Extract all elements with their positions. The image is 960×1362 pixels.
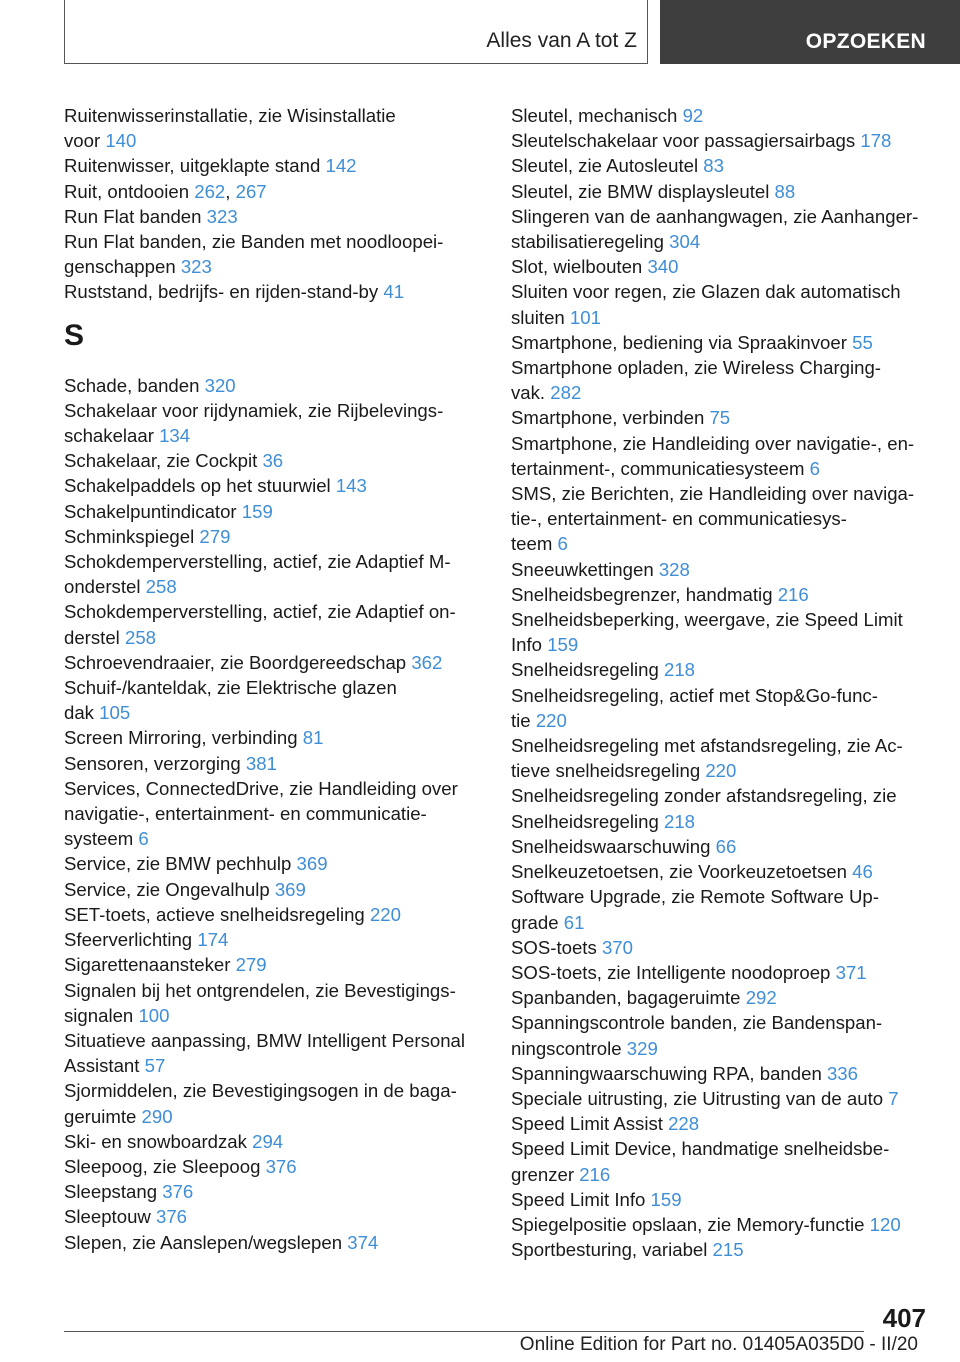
index-entry-line	[511, 683, 936, 708]
index-entry-text: Snelheidsregeling zonder afstandsregeling, zie	[511, 785, 897, 807]
page-reference-link[interactable]: 329	[626, 1037, 658, 1059]
index-entry-line	[511, 1212, 936, 1237]
index-entry-text: Sportbesturing, variabel	[511, 1239, 713, 1261]
index-entry-text: Schakelpaddels op het stuurwiel	[64, 475, 336, 497]
opzoeken-tab-label: OPZOEKEN	[805, 30, 926, 53]
index-entry-text: teem	[511, 533, 558, 555]
index-entry-line	[511, 582, 936, 607]
index-entry-text: navigatie-, entertainment- en communicatie-	[64, 803, 427, 825]
index-entry-line	[511, 708, 936, 733]
index-entry-text: Slepen, zie Aanslepen/wegslepen	[64, 1231, 348, 1253]
index-entry-text: Sjormiddelen, zie Bevestigingsogen in de baga-	[64, 1080, 457, 1102]
page-reference-link[interactable]: 105	[99, 702, 131, 724]
page-reference-link[interactable]: 220	[535, 709, 567, 731]
index-entry-text: Assistant	[64, 1055, 145, 1077]
index-entry-line	[64, 952, 484, 977]
page-reference-link[interactable]: 88	[774, 180, 796, 202]
index-entry-line	[64, 599, 484, 624]
page-reference-link[interactable]: 61	[563, 911, 585, 933]
index-entry-text: Run Flat banden, zie Banden met noodloopei-	[64, 231, 444, 253]
index-entry-text: Schakelaar voor rijdynamiek, zie Rijbelevings-	[64, 399, 444, 421]
index-entry-text: Snelheidsregeling met afstandsregeling, zie Ac-	[511, 735, 903, 757]
index-entry-line	[64, 801, 484, 826]
page-reference-link[interactable]: 267	[235, 180, 267, 202]
index-entry-line	[511, 1111, 936, 1136]
index-entry-line	[511, 1162, 936, 1187]
index-entry-line	[511, 733, 936, 758]
index-entry-line	[511, 1187, 936, 1212]
index-entry-line	[511, 607, 936, 632]
index-entry-line	[64, 448, 484, 473]
index-entry-text: tie-, entertainment- en communicatiesys-	[511, 508, 847, 530]
index-entry-line	[511, 330, 936, 355]
index-entry-text: Snelheidsregeling	[511, 810, 664, 832]
page-reference-link[interactable]: 336	[826, 1062, 858, 1084]
index-entry-line	[64, 229, 484, 254]
index-entry-text: Sleeptouw	[64, 1206, 156, 1228]
page-reference-link[interactable]: 381	[245, 752, 277, 774]
index-entry-line	[64, 1179, 484, 1204]
index-entry-line	[511, 531, 936, 556]
index-entry-line	[64, 725, 484, 750]
page-reference-link[interactable]: 216	[579, 1163, 611, 1185]
index-entry-line	[64, 499, 484, 524]
index-entry-line	[64, 179, 484, 204]
index-entry-text: Sfeerverlichting	[64, 929, 198, 951]
index-entry-text: Ruststand, bedrijfs- en rijden-stand-by	[64, 281, 384, 303]
index-entry-text: derstel	[64, 626, 125, 648]
edition-footer: Online Edition for Part no. 01405A035D0 - II/20	[519, 1334, 918, 1355]
entries-r-group	[64, 103, 484, 305]
index-entry-text: Speed Limit Assist	[511, 1113, 669, 1135]
page-reference-link[interactable]: 178	[860, 130, 892, 152]
index-entry-text: Speed Limit Info	[511, 1188, 651, 1210]
index-entry-text: ningscontrole	[511, 1037, 627, 1059]
index-entry-line	[64, 625, 484, 650]
opzoeken-tab[interactable]	[660, 0, 960, 64]
index-entry-line	[511, 783, 936, 808]
page-reference-link[interactable]: 220	[705, 760, 737, 782]
page-reference-link[interactable]: 262	[194, 180, 226, 202]
page-reference-link[interactable]: 134	[159, 425, 191, 447]
entries-s-group	[64, 373, 484, 1255]
index-entry-line	[511, 1136, 936, 1161]
page-reference-link[interactable]: 220	[369, 903, 401, 925]
index-entry-line	[64, 851, 484, 876]
index-entry-line	[64, 423, 484, 448]
page-reference-link[interactable]: 159	[241, 500, 273, 522]
index-entry-text: Sleutelschakelaar voor passagiersairbags	[511, 130, 861, 152]
index-entry-text: geruimte	[64, 1105, 142, 1127]
index-entry-text: Spanbanden, bagageruimte	[511, 987, 746, 1009]
index-entry-line	[511, 960, 936, 985]
index-entry-text: Snelheidsbegrenzer, handmatig	[511, 583, 778, 605]
index-entry-line	[511, 935, 936, 960]
index-entry-text: voor	[64, 130, 106, 152]
index-entry-line	[511, 657, 936, 682]
index-entry-text: Snelheidswaarschuwing	[511, 835, 716, 857]
index-entry-text: SMS, zie Berichten, zie Handleiding over naviga-	[511, 483, 915, 505]
index-entry-text: Sensoren, verzorging	[64, 752, 246, 774]
index-entry-text: Schakelaar, zie Cockpit	[64, 450, 263, 472]
index-entry-text: stabilisatieregeling	[511, 231, 670, 253]
index-entry-line	[511, 859, 936, 884]
index-entry-text: sluiten	[511, 306, 570, 328]
index-entry-line	[511, 405, 936, 430]
page-reference-link[interactable]: 57	[144, 1055, 166, 1077]
index-entry-text: Spiegelpositie opslaan, zie Memory-functie	[511, 1213, 870, 1235]
letter-heading-s: S	[64, 318, 85, 352]
index-entry-line	[511, 456, 936, 481]
index-entry-line	[511, 204, 936, 229]
index-entry-text: Smartphone, zie Handleiding over navigatie-, en-	[511, 432, 915, 454]
page-reference-link[interactable]: 320	[204, 374, 236, 396]
index-entry-text: Ruitenwisser, uitgeklapte stand	[64, 155, 326, 177]
index-entry-line	[511, 481, 936, 506]
page-reference-link[interactable]: 174	[197, 929, 229, 951]
index-entry-text: Ski- en snowboardzak	[64, 1130, 253, 1152]
index-entry-text: Schminkspiegel	[64, 525, 200, 547]
index-entry-text: Smartphone, bediening via Spraakinvoer	[511, 331, 853, 353]
index-entry-line	[511, 557, 936, 582]
index-entry-text: SOS-toets	[511, 936, 602, 958]
index-entry-text: schakelaar	[64, 425, 160, 447]
index-entry-line	[511, 305, 936, 330]
index-entry-text: dak	[64, 702, 100, 724]
index-entry-text: Snelheidsregeling	[511, 659, 664, 681]
page-reference-link[interactable]: 140	[105, 130, 137, 152]
index-entry-line	[64, 1053, 484, 1078]
index-entry-line	[64, 128, 484, 153]
index-entry-text: SET-toets, actieve snelheidsregeling	[64, 903, 370, 925]
page-number: 407	[882, 1303, 926, 1333]
index-entry-text: Signalen bij het ontgrendelen, zie Bevestigings-	[64, 979, 456, 1001]
index-entry-text: vak.	[511, 382, 551, 404]
index-entry-text: Services, ConnectedDrive, zie Handleiding over	[64, 777, 458, 799]
page-reference-link[interactable]: 370	[601, 936, 633, 958]
page-reference-link[interactable]: 92	[682, 105, 704, 126]
index-entry-line	[64, 1003, 484, 1028]
index-entry-text: Smartphone, verbinden	[511, 407, 710, 429]
page-reference-link[interactable]: 218	[664, 810, 696, 832]
index-entry-text: Sleepstang	[64, 1181, 163, 1203]
page-reference-link[interactable]: 376	[162, 1181, 194, 1203]
page-reference-link[interactable]: 41	[383, 281, 405, 303]
index-entry-line	[64, 700, 484, 725]
page-reference-link[interactable]: 323	[206, 205, 238, 227]
index-entry-line	[511, 254, 936, 279]
index-entry-line	[64, 1028, 484, 1053]
page-reference-link[interactable]: 36	[262, 450, 284, 472]
index-entry-line	[64, 1078, 484, 1103]
index-entry-text: Sleutel, mechanisch	[511, 105, 683, 126]
page-reference-link[interactable]: 328	[658, 558, 690, 580]
page-reference-link[interactable]: 216	[777, 583, 809, 605]
page-reference-link[interactable]: 159	[547, 634, 579, 656]
index-entry-line	[511, 1086, 936, 1111]
index-entry-text: Schokdemperverstelling, actief, zie Adaptief M-	[64, 551, 451, 573]
index-entry-line	[511, 884, 936, 909]
index-entry-line	[511, 380, 936, 405]
index-entry-line	[511, 128, 936, 153]
index-entry-text: Sleepoog, zie Sleepoog	[64, 1155, 266, 1177]
index-entry-text: tertainment-, communicatiesysteem	[511, 457, 810, 479]
header-section-box	[64, 0, 648, 64]
index-entry-text: Spanningscontrole banden, zie Bandenspan-	[511, 1012, 883, 1034]
index-entry-text: grenzer	[511, 1163, 580, 1185]
page-reference-link[interactable]: 75	[709, 407, 731, 429]
page-reference-link[interactable]: 101	[569, 306, 601, 328]
index-entry-text: Sleutel, zie BMW displaysleutel	[511, 180, 775, 202]
index-entry-line	[64, 1154, 484, 1179]
page-reference-link[interactable]: 290	[141, 1105, 173, 1127]
page-reference-link[interactable]: 374	[347, 1231, 379, 1253]
index-entry-text: onderstel	[64, 576, 146, 598]
index-entry-line	[64, 373, 484, 398]
index-entry-text: genschappen	[64, 256, 181, 278]
index-entry-line	[64, 204, 484, 229]
index-entry-text: grade	[511, 911, 564, 933]
index-entry-line	[64, 927, 484, 952]
index-entry-text: Snelheidsregeling, actief met Stop&Go-func-	[511, 684, 878, 706]
index-entry-text: Ruitenwisserinstallatie, zie Wisinstallatie	[64, 105, 396, 126]
index-entry-line	[511, 1237, 936, 1262]
index-entry-line	[511, 809, 936, 834]
index-entry-text: Info	[511, 634, 548, 656]
index-entry-line	[511, 506, 936, 531]
index-entry-text: tieve snelheidsregeling	[511, 760, 706, 782]
page-reference-link[interactable]: 371	[835, 961, 867, 983]
index-entry-line	[511, 229, 936, 254]
index-entry-text: Service, zie Ongevalhulp	[64, 878, 275, 900]
page-reference-link[interactable]: 294	[252, 1130, 284, 1152]
index-entry-line	[64, 103, 484, 128]
page-reference-link[interactable]: 46	[852, 861, 873, 883]
page-reference-link[interactable]: 304	[669, 231, 701, 253]
index-entry-line	[64, 153, 484, 178]
index-entry-line	[511, 910, 936, 935]
entries-s-group-continued	[511, 103, 936, 1262]
index-entry-text: Schuif-/kanteldak, zie Elektrische glazen	[64, 677, 397, 699]
page-reference-link[interactable]: 376	[265, 1155, 297, 1177]
index-entry-line	[511, 985, 936, 1010]
index-entry-text: Schakelpuntindicator	[64, 500, 242, 522]
index-entry-text: Screen Mirroring, verbinding	[64, 727, 303, 749]
index-entry-line	[511, 431, 936, 456]
page-reference-link[interactable]: 142	[325, 155, 357, 177]
index-entry-line	[64, 398, 484, 423]
index-entry-line	[511, 179, 936, 204]
index-entry-line	[64, 1204, 484, 1229]
index-entry-text: Snelheidsbeperking, weergave, zie Speed Limit	[511, 609, 903, 631]
index-entry-line	[511, 1036, 936, 1061]
page-reference-link[interactable]: 340	[647, 256, 679, 278]
section-title: Alles van A tot Z	[486, 29, 637, 52]
index-entry-text: Schroevendraaier, zie Boordgereedschap	[64, 651, 412, 673]
index-entry-line	[511, 279, 936, 304]
index-entry-line	[64, 574, 484, 599]
page-reference-link[interactable]: 143	[335, 475, 367, 497]
page-reference-link[interactable]: 6	[557, 533, 568, 555]
page-reference-link[interactable]: 292	[745, 987, 777, 1009]
index-entry-text: systeem	[64, 828, 139, 850]
index-entry-line	[64, 1230, 484, 1255]
index-entry-text: Speed Limit Device, handmatige snelheidsbe-	[511, 1138, 890, 1160]
index-entry-line	[64, 826, 484, 851]
page-reference-link[interactable]: 258	[124, 626, 157, 648]
index-entry-line	[64, 776, 484, 801]
index-entry-line	[64, 549, 484, 574]
index-entry-line	[64, 279, 484, 304]
index-entry-line	[64, 877, 484, 902]
index-entry-line	[511, 153, 936, 178]
index-entry-line	[64, 751, 484, 776]
page-reference-link[interactable]: 362	[411, 651, 443, 673]
page-reference-link[interactable]: 55	[852, 331, 873, 353]
index-column-left	[64, 103, 484, 1255]
index-entry-text: Sneeuwkettingen	[511, 558, 659, 580]
index-entry-line	[64, 650, 484, 675]
page-reference-link[interactable]: 369	[296, 853, 328, 875]
index-entry-text: Spanningwaarschuwing RPA, banden	[511, 1062, 827, 1084]
page-reference-link[interactable]: 100	[138, 1004, 170, 1026]
index-entry-line	[511, 834, 936, 859]
index-entry-line	[511, 355, 936, 380]
index-entry-text: SOS-toets, zie Intelligente noodoproep	[511, 961, 836, 983]
index-entry-line	[511, 1061, 936, 1086]
index-entry-line	[511, 103, 936, 128]
index-entry-line	[64, 254, 484, 279]
index-entry-line	[64, 1129, 484, 1154]
index-entry-line	[511, 1010, 936, 1035]
index-entry-line	[64, 473, 484, 498]
index-entry-line	[511, 632, 936, 657]
page-reference-link[interactable]: 83	[703, 155, 724, 177]
page-reference-link[interactable]: 369	[274, 878, 306, 900]
index-entry-line	[64, 978, 484, 1003]
index-entry-line	[64, 902, 484, 927]
page-reference-link[interactable]: 120	[869, 1213, 901, 1235]
index-entry-line	[64, 1104, 484, 1129]
page-reference-link[interactable]: 279	[199, 525, 231, 547]
page-reference-link[interactable]: 218	[664, 659, 696, 681]
index-entry-text: Snelkeuzetoetsen, zie Voorkeuzetoetsen	[511, 861, 853, 883]
page-reference-link[interactable]: 228	[668, 1113, 700, 1135]
page-reference-link[interactable]: 159	[650, 1188, 682, 1210]
page-reference-link[interactable]: 323	[180, 256, 212, 278]
page-reference-link[interactable]: 279	[235, 954, 267, 976]
index-column-right	[511, 103, 936, 1262]
index-entry-text: Schokdemperverstelling, actief, zie Adaptief on-	[64, 601, 456, 623]
index-entry-text: Schade, banden	[64, 374, 205, 396]
index-entry-text: Slot, wielbouten	[511, 256, 648, 278]
page-reference-link[interactable]: 215	[712, 1239, 744, 1261]
index-entry-text: Slingeren van de aanhangwagen, zie Aanhanger-	[511, 205, 919, 227]
page-reference-link[interactable]: 81	[302, 727, 324, 749]
page-reference-link[interactable]: 282	[550, 382, 582, 404]
index-entry-text: ,	[225, 180, 236, 202]
index-entry-text: Ruit, ontdooien	[64, 180, 195, 202]
page-reference-link[interactable]: 258	[145, 576, 177, 598]
index-entry-line	[64, 675, 484, 700]
page-reference-link[interactable]: 6	[809, 457, 820, 479]
index-entry-text: Run Flat banden	[64, 205, 207, 227]
index-entry-text: Software Upgrade, zie Remote Software Up-	[511, 886, 879, 908]
index-entry-line	[64, 524, 484, 549]
footer-divider	[64, 1331, 864, 1332]
index-entry-text: Smartphone opladen, zie Wireless Charging-	[511, 357, 881, 379]
index-entry-line	[511, 758, 936, 783]
page-reference-link[interactable]: 376	[156, 1206, 188, 1228]
index-entry-text: Situatieve aanpassing, BMW Intelligent Personal	[64, 1029, 466, 1051]
index-entry-text: Sigarettenaansteker	[64, 954, 236, 976]
page-reference-link[interactable]: 66	[715, 835, 737, 857]
index-entry-text: signalen	[64, 1004, 139, 1026]
index-entry-text: tie	[511, 709, 536, 731]
index-entry-text: Service, zie BMW pechhulp	[64, 853, 297, 875]
index-entry-text: Speciale uitrusting, zie Uitrusting van de auto	[511, 1087, 889, 1109]
index-entry-text: Sluiten voor regen, zie Glazen dak automatisch	[511, 281, 901, 303]
index-entry-text: Sleutel, zie Autosleutel	[511, 155, 704, 177]
page-reference-link[interactable]: 7	[888, 1087, 899, 1109]
page-reference-link[interactable]: 6	[138, 828, 149, 850]
